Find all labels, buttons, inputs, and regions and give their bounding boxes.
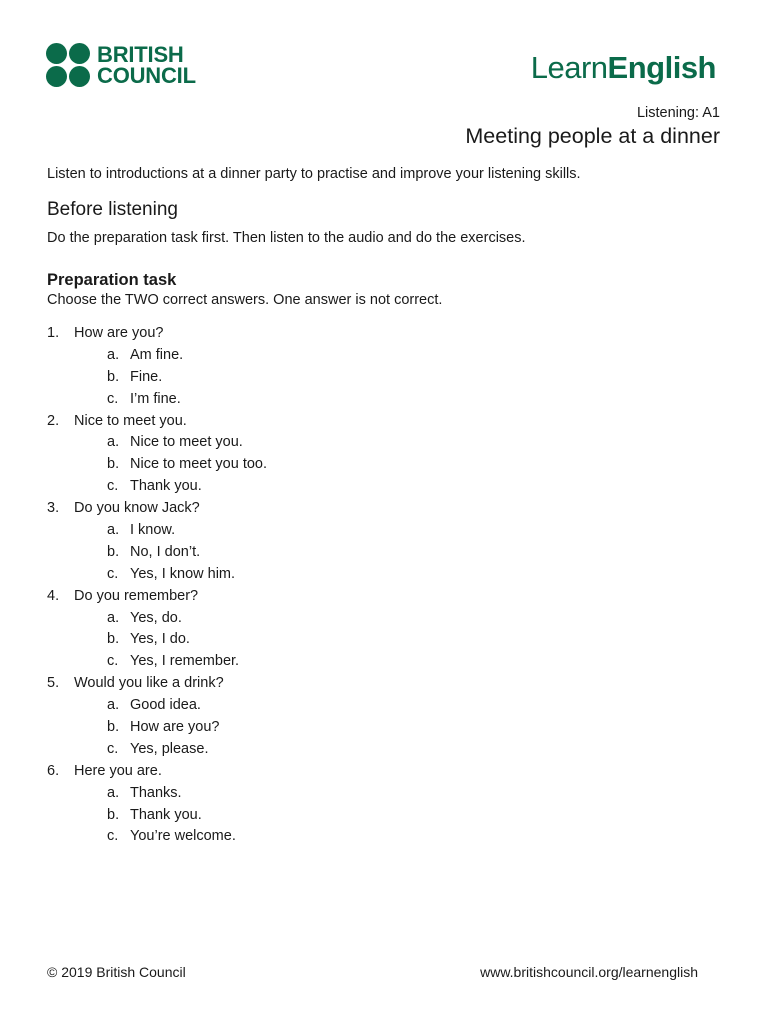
option-letter: c. bbox=[107, 565, 119, 582]
option-text: No, I don’t. bbox=[130, 543, 201, 560]
answer-option bbox=[47, 826, 267, 848]
answer-option bbox=[47, 608, 267, 630]
answer-option bbox=[47, 454, 267, 476]
answer-option bbox=[47, 695, 267, 717]
answer-option bbox=[47, 542, 267, 564]
question-text: Nice to meet you. bbox=[74, 412, 187, 429]
question-number: 6. bbox=[47, 762, 60, 779]
option-text: Thank you. bbox=[130, 806, 202, 823]
bc-logo-line2: COUNCIL bbox=[97, 63, 196, 88]
question-number: 4. bbox=[47, 587, 60, 604]
british-council-wordmark bbox=[97, 44, 196, 86]
question-number: 2. bbox=[47, 412, 60, 429]
bc-logo-line1: BRITISH bbox=[97, 42, 184, 67]
question-number: 1. bbox=[47, 325, 60, 341]
option-text: Yes, I do. bbox=[130, 631, 190, 648]
question-text: Do you know Jack? bbox=[74, 500, 200, 517]
question-text: Here you are. bbox=[74, 762, 162, 779]
question-item bbox=[47, 323, 267, 345]
question-number: 5. bbox=[47, 675, 60, 692]
option-letter: b. bbox=[107, 806, 120, 823]
question-number: 3. bbox=[47, 500, 60, 517]
footer-copyright: © 2019 British Council bbox=[47, 964, 186, 980]
option-letter: b. bbox=[107, 456, 120, 473]
option-letter: a. bbox=[107, 434, 120, 451]
answer-option bbox=[47, 651, 267, 673]
question-text: How are you? bbox=[74, 325, 164, 341]
page-title: Meeting people at a dinner bbox=[465, 124, 720, 148]
option-letter: b. bbox=[107, 719, 120, 736]
option-letter: a. bbox=[107, 522, 120, 539]
le-logo-bold: English bbox=[607, 50, 716, 85]
level-label: Listening: A1 bbox=[636, 105, 720, 121]
answer-option bbox=[47, 717, 267, 739]
option-text: Yes, I know him. bbox=[130, 565, 236, 582]
answer-option bbox=[47, 389, 267, 411]
option-letter: b. bbox=[107, 631, 120, 648]
option-letter: b. bbox=[107, 543, 120, 560]
answer-option bbox=[47, 629, 267, 651]
option-text: Good idea. bbox=[130, 697, 201, 714]
option-letter: c. bbox=[107, 740, 119, 757]
option-letter: b. bbox=[107, 368, 120, 385]
before-listening-heading: Before listening bbox=[47, 199, 178, 220]
option-text: You’re welcome. bbox=[130, 828, 236, 845]
option-letter: a. bbox=[107, 609, 120, 626]
footer-url[interactable]: www.britishcouncil.org/learnenglish bbox=[480, 964, 698, 980]
option-letter: a. bbox=[107, 784, 120, 801]
option-letter: c. bbox=[107, 478, 119, 495]
learnenglish-logo bbox=[531, 50, 716, 86]
british-council-logo bbox=[46, 43, 196, 87]
option-text: Yes, I remember. bbox=[130, 653, 240, 670]
option-letter: a. bbox=[107, 697, 120, 714]
option-text: I’m fine. bbox=[130, 390, 181, 407]
answer-option bbox=[47, 432, 267, 454]
option-letter: a. bbox=[107, 346, 120, 363]
option-letter: c. bbox=[107, 390, 119, 407]
answer-option bbox=[47, 520, 267, 542]
british-council-dots-icon bbox=[46, 43, 90, 87]
option-text: Nice to meet you. bbox=[130, 434, 243, 451]
answer-option bbox=[47, 367, 267, 389]
answer-option bbox=[47, 805, 267, 827]
option-text: Thanks. bbox=[130, 784, 182, 801]
answer-option bbox=[47, 564, 267, 586]
question-text: Would you like a drink? bbox=[74, 675, 224, 692]
answer-option bbox=[47, 739, 267, 761]
question-item bbox=[47, 586, 267, 608]
option-text: Nice to meet you too. bbox=[130, 456, 268, 473]
answer-option bbox=[47, 783, 267, 805]
question-item bbox=[47, 411, 267, 433]
option-text: Fine. bbox=[130, 368, 163, 385]
option-text: Am fine. bbox=[130, 346, 184, 363]
option-text: How are you? bbox=[130, 719, 220, 736]
before-listening-text: Do the preparation task first. Then listen to the audio and do the exercises. bbox=[47, 230, 526, 246]
preparation-task-heading: Preparation task bbox=[47, 271, 177, 289]
question-list bbox=[47, 323, 267, 848]
question-text: Do you remember? bbox=[74, 587, 199, 604]
option-text: Yes, do. bbox=[130, 609, 182, 626]
question-item bbox=[47, 673, 267, 695]
question-item bbox=[47, 498, 267, 520]
question-item bbox=[47, 761, 267, 783]
option-letter: c. bbox=[107, 653, 119, 670]
option-text: I know. bbox=[130, 522, 176, 539]
option-letter: c. bbox=[107, 828, 119, 845]
preparation-instructions: Choose the TWO correct answers. One answer is not correct. bbox=[47, 292, 443, 308]
option-text: Yes, please. bbox=[130, 740, 209, 757]
answer-option bbox=[47, 345, 267, 367]
option-text: Thank you. bbox=[130, 478, 202, 495]
answer-option bbox=[47, 476, 267, 498]
intro-text: Listen to introductions at a dinner party to practise and improve your listening skills. bbox=[47, 166, 581, 182]
le-logo-light: Learn bbox=[530, 50, 608, 85]
